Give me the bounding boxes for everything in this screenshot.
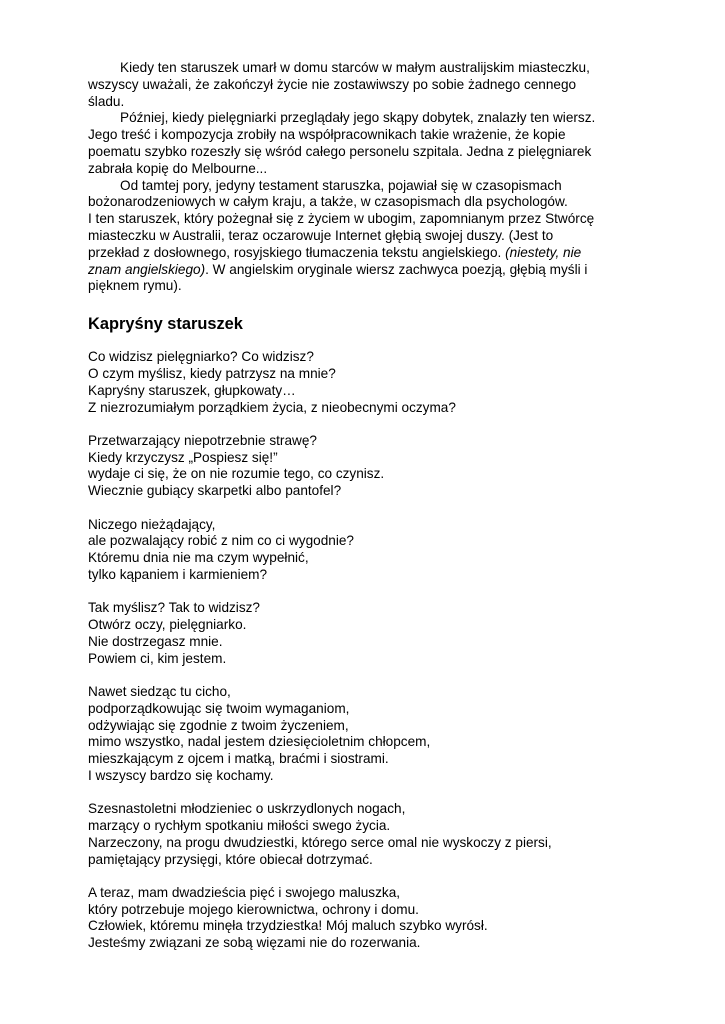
- poem-line: Narzeczony, na progu dwudziestki, którego serce omal nie wyskoczy z piersi,: [88, 834, 552, 850]
- poem-line: A teraz, mam dwadzieścia pięć i swojego maluszka,: [88, 884, 401, 900]
- poem-line: Otwórz oczy, pielęgniarko.: [88, 617, 247, 633]
- poem-line: tylko kąpaniem i karmieniem?: [88, 566, 268, 582]
- text-line: Kiedy ten staruszek umarł w domu starców w małym australijskim miasteczku,: [120, 60, 590, 75]
- text-line: Jego treść i kompozycja zrobiły na współpracownikach takie wrażenie, że kopie: [88, 127, 566, 143]
- poem-line: Któremu dnia nie ma czym wypełnić,: [88, 550, 309, 566]
- poem-line: marzący o rychłym spotkaniu miłości swego życia.: [88, 817, 391, 833]
- document-page: [88, 60, 648, 969]
- text-line: Później, kiedy pielęgniarki przeglądały jego skąpy dobytek, znalazły ten wiersz.: [120, 110, 596, 126]
- poem-line: podporządkowując się twoim wymaganiom,: [88, 700, 350, 716]
- text-line: śladu.: [88, 93, 125, 109]
- text-line: Od tamtej pory, jedyny testament staruszka, pojawiał się w czasopismach: [120, 177, 562, 193]
- poem-line: Szesnastoletni młodzieniec o uskrzydlonych nogach,: [88, 801, 406, 817]
- poem-stanza: [88, 517, 648, 584]
- poem-line: Przetwarzający niepotrzebnie strawę?: [88, 432, 317, 448]
- text-line: I ten staruszek, który pożegnał się z życiem w ubogim, zapomnianym przez Stwórcę: [88, 211, 595, 227]
- poem-line: Z niezrozumiałym porządkiem życia, z nieobecnymi oczyma?: [88, 399, 456, 415]
- poem-line: odżywiając się zgodnie z twoim życzeniem,: [88, 717, 349, 733]
- poem-line: Powiem ci, kim jestem.: [88, 650, 227, 666]
- text-line: wszyscy uważali, że zakończył życie nie zostawiwszy po sobie żadnego cennego: [88, 76, 577, 92]
- intro-paragraph-2: [88, 110, 648, 177]
- poem-stanza: [88, 801, 648, 868]
- italic-note: znam angielskiego): [88, 261, 206, 277]
- poem-title: Kapryśny staruszek: [88, 315, 243, 334]
- poem-stanza: [88, 349, 648, 416]
- text-line: miasteczku w Australii, teraz oczarowuje Internet głębią swojej duszy. (Jest to: [88, 227, 554, 243]
- poem-line: O czym myślisz, kiedy patrzysz na mnie?: [88, 365, 336, 381]
- poem-line: Niczego nieżądający,: [88, 516, 216, 532]
- poem-line: Kiedy krzyczysz „Pospiesz się!”: [88, 449, 278, 465]
- poem-line: Człowiek, któremu minęła trzydziestka! Mój maluch szybko wyrósł.: [88, 918, 488, 934]
- intro-paragraph-1: [88, 60, 648, 110]
- text-line: [88, 262, 648, 279]
- poem-line: pamiętający przysięgi, które obiecał dotrzymać.: [88, 851, 373, 867]
- text-line: zabrała kopię do Melbourne...: [88, 160, 268, 176]
- poem-line: Nawet siedząc tu cicho,: [88, 683, 231, 699]
- poem-line: Jesteśmy związani ze sobą więzami nie do rozerwania.: [88, 935, 421, 951]
- italic-note: (niestety, nie: [505, 244, 582, 260]
- text-run: . W angielskim oryginale wiersz zachwyca poezją, głębią myśli i: [205, 261, 588, 277]
- text-line: pięknem rymu).: [88, 278, 182, 294]
- poem-line: Kapryśny staruszek, głupkowaty…: [88, 382, 296, 398]
- poem-body: [88, 349, 648, 952]
- text-line: [88, 245, 648, 262]
- poem-stanza: [88, 600, 648, 667]
- poem-line: Tak myślisz? Tak to widzisz?: [88, 600, 260, 616]
- poem-stanza: [88, 433, 648, 500]
- poem-line: ale pozwalający robić z nim co ci wygodnie?: [88, 533, 354, 549]
- text-line: bożonarodzeniowych w całym kraju, a także, w czasopismach dla psychologów.: [88, 194, 568, 210]
- poem-stanza: [88, 885, 648, 952]
- poem-line: mimo wszystko, nadal jestem dziesięcioletnim chłopcem,: [88, 734, 431, 750]
- poem-line: I wszyscy bardzo się kochamy.: [88, 767, 274, 783]
- poem-line: Co widzisz pielęgniarko? Co widzisz?: [88, 349, 314, 365]
- text-line: poematu szybko rozeszły się wśród całego personelu szpitala. Jedna z pielęgniarek: [88, 143, 592, 159]
- poem-stanza: [88, 684, 648, 785]
- intro-paragraph-3: [88, 178, 648, 296]
- poem-line: wydaje ci się, że on nie rozumie tego, co czynisz.: [88, 466, 385, 482]
- poem-line: Wiecznie gubiący skarpetki albo pantofel?: [88, 483, 342, 499]
- poem-line: Nie dostrzegasz mnie.: [88, 633, 223, 649]
- poem-line: mieszkającym z ojcem i matką, braćmi i siostrami.: [88, 751, 389, 767]
- text-run: przekład z dosłownego, rosyjskiego tłumaczenia tekstu angielskiego.: [88, 244, 506, 260]
- poem-line: który potrzebuje mojego kierownictwa, ochrony i domu.: [88, 901, 419, 917]
